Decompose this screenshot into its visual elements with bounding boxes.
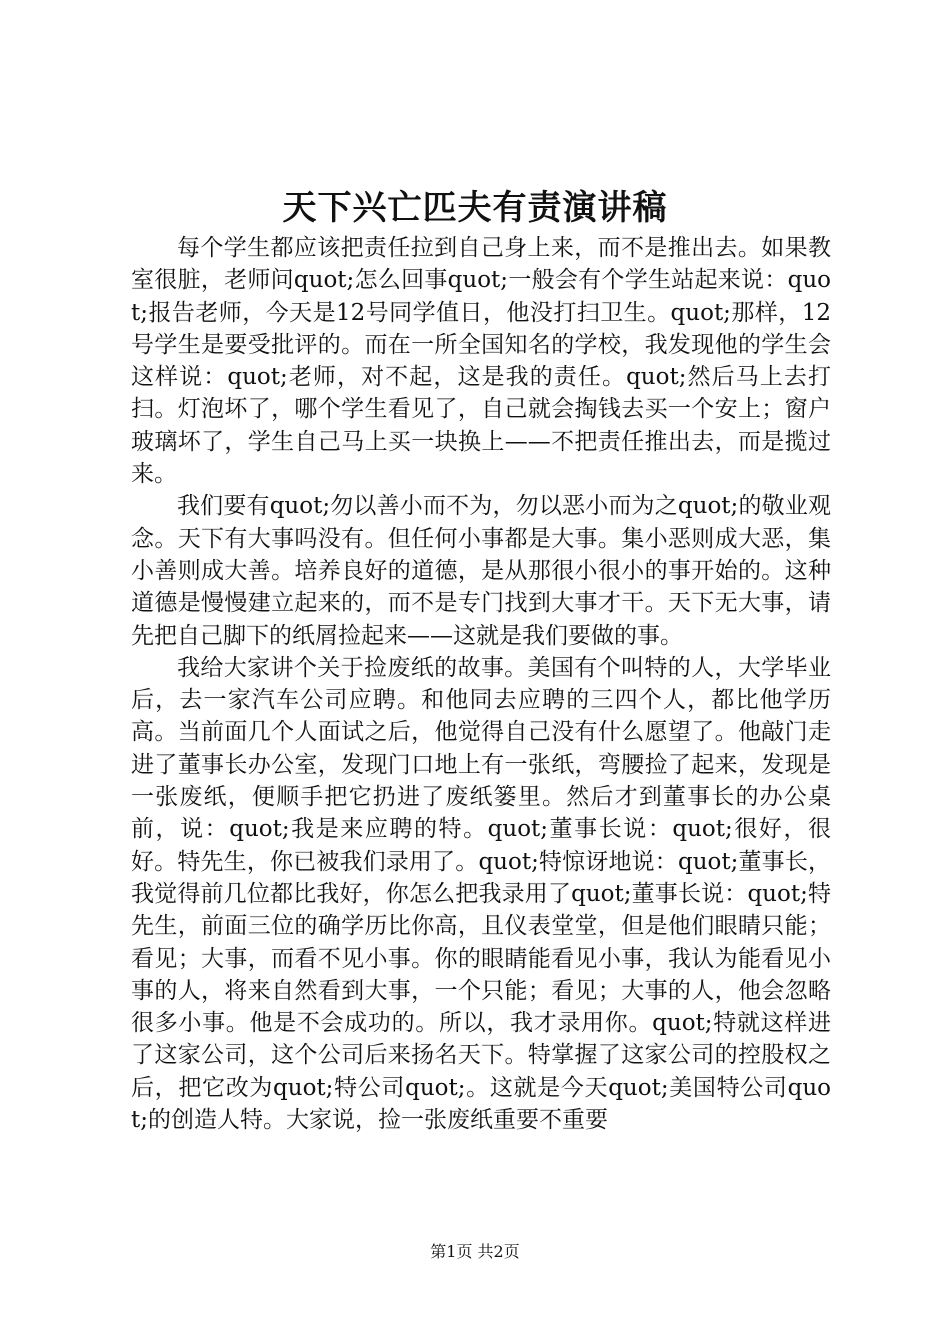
page-footer: 第1页 共2页 bbox=[430, 1242, 520, 1261]
document-body bbox=[131, 232, 831, 1136]
paragraph-1: 每个学生都应该把责任拉到自己身上来，而不是推出去。如果教室很脏，老师问quot;怎么回事quot;一般会有个学生站起来说：quot;报告老师，今天是12号同学值日，他没打扫卫生。quot;那样，12号学生是要受批评的。而在一所全国知名的学校，我发现他的学生会这样说：quot;老师，对不起，这是我的责任。quot;然后马上去打扫。灯泡坏了，哪个学生看见了，自己就会掏钱去买一个安上；窗户玻璃坏了，学生自己马上买一块换上——不把责任推出去，而是揽过来。 bbox=[131, 235, 831, 488]
document-title: 天下兴亡匹夫有责演讲稿 bbox=[282, 188, 668, 228]
paragraph-3: 我给大家讲个关于捡废纸的故事。美国有个叫特的人，大学毕业后，去一家汽车公司应聘。和他同去应聘的三四个人，都比他学历高。当前面几个人面试之后，他觉得自己没有什么愿望了。他敲门走进了董事长办公室，发现门口地上有一张纸，弯腰捡了起来，发现是一张废纸，便顺手把它扔进了废纸篓里。然后才到董事长的办公桌前，说：quot;我是来应聘的特。quot;董事长说：quot;很好，很好。特先生，你已被我们录用了。quot;特惊讶地说：quot;董事长，我觉得前几位都比我好，你怎么把我录用了quot;董事长说：quot;特先生，前面三位的确学历比你高，且仪表堂堂，但是他们眼睛只能；看见；大事，而看不见小事。你的眼睛能看见小事，我认为能看见小事的人，将来自然看到大事，一个只能；看见；大事的人，他会忽略很多小事。他是不会成功的。所以，我才录用你。quot;特就这样进了这家公司，这个公司后来扬名天下。特掌握了这家公司的控股权之后，把它改为quot;特公司quot;。这就是今天quot;美国特公司quot;的创造人特。大家说，捡一张废纸重要不重要 bbox=[131, 654, 831, 1134]
paragraph-2: 我们要有quot;勿以善小而不为，勿以恶小而为之quot;的敬业观念。天下有大事吗没有。但任何小事都是大事。集小恶则成大恶，集小善则成大善。培养良好的道德，是从那很小很小的事开始的。这种道德是慢慢建立起来的，而不是专门找到大事才干。天下无大事，请先把自己脚下的纸屑捡起来——这就是我们要做的事。 bbox=[131, 493, 831, 649]
